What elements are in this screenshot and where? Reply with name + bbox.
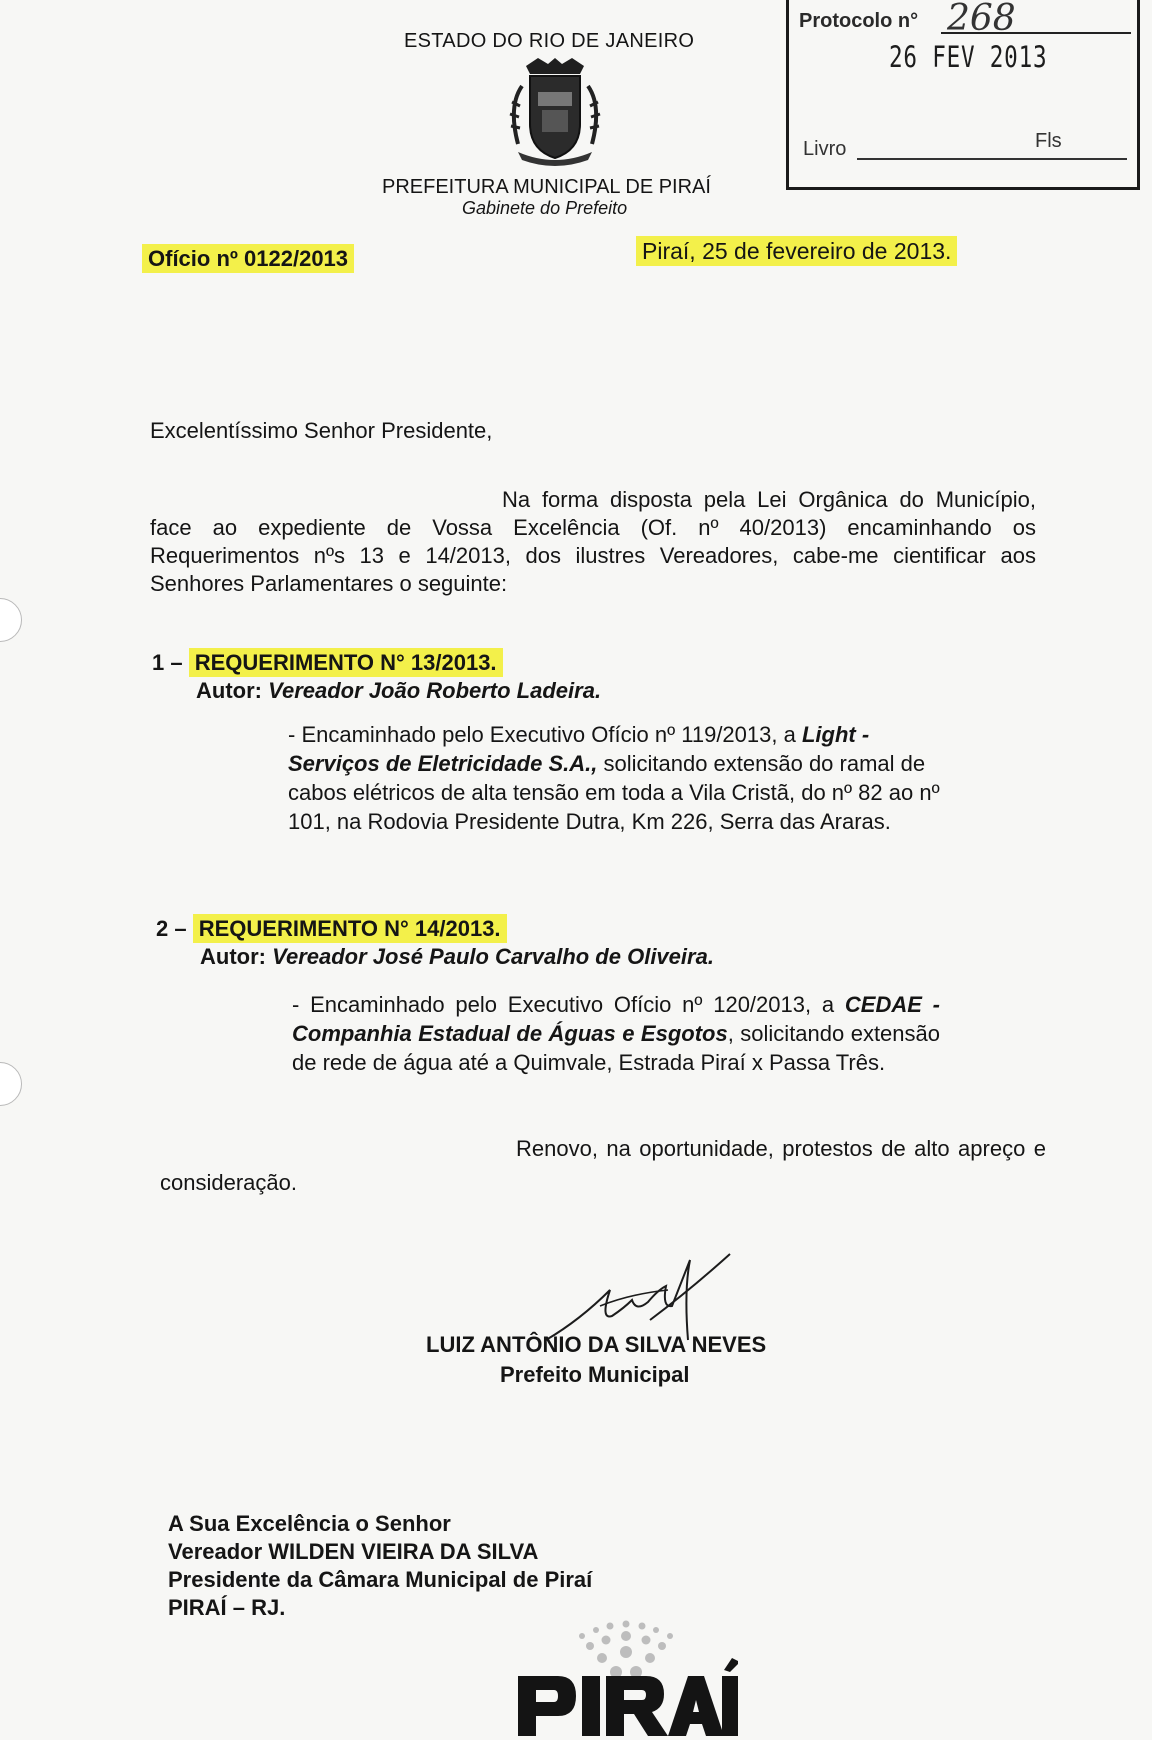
addressee-line: A Sua Excelência o Senhor bbox=[168, 1511, 451, 1536]
requerimento-1-title-text: REQUERIMENTO N° 13/2013. bbox=[189, 648, 503, 677]
signer-name: LUIZ ANTÔNIO DA SILVA NEVES bbox=[426, 1332, 767, 1357]
requerimento-2-entity: CEDAE - Companhia Estadual de Águas e Esgotos bbox=[292, 992, 941, 1046]
requerimento-1-body-post: solicitando extensão do ramal de cabos elétricos de alta tensão em toda a Vila Cristã, do nº 82 ao nº 101, na Rodovia Presidente Dutra, Km 226, Serra das Araras. bbox=[288, 751, 940, 834]
addressee-block bbox=[168, 1510, 592, 1622]
requerimento-2-number: 2 – bbox=[156, 916, 187, 941]
requerimento-2-title bbox=[156, 916, 507, 942]
header-prefeitura: PREFEITURA MUNICIPAL DE PIRAÍ bbox=[382, 176, 711, 198]
punch-hole-bottom bbox=[0, 1062, 22, 1106]
requerimento-2-body-pre: - Encaminhado pelo Executivo Ofício nº 120/2013, a bbox=[292, 992, 845, 1017]
requerimento-2-body bbox=[292, 990, 940, 1077]
punch-hole-top bbox=[0, 598, 22, 642]
requerimento-1-autor-name: Vereador João Roberto Ladeira. bbox=[268, 678, 602, 703]
requerimento-1-entity: Light - Serviços de Eletricidade S.A., bbox=[288, 722, 870, 776]
requerimento-1-autor-label: Autor: bbox=[196, 678, 262, 703]
stamp-fls-label: Fls bbox=[1035, 130, 1062, 152]
requerimento-2-autor bbox=[200, 944, 714, 970]
protocol-stamp bbox=[786, 0, 1140, 190]
stamp-date: 26 FEV 2013 bbox=[889, 40, 1048, 74]
stamp-protocolo-line bbox=[941, 32, 1131, 34]
addressee-line: PIRAÍ – RJ. bbox=[168, 1595, 286, 1620]
addressee-line: Presidente da Câmara Municipal de Piraí bbox=[168, 1567, 593, 1592]
requerimento-2-body-post: , solicitando extensão de rede de água até a Quimvale, Estrada Piraí x Passa Três. bbox=[292, 1021, 940, 1075]
place-date-text: Piraí, 25 de fevereiro de 2013. bbox=[636, 236, 957, 266]
header-gabinete: Gabinete do Prefeito bbox=[462, 198, 628, 218]
stamp-protocolo-label: Protocolo n° bbox=[799, 10, 919, 32]
stamp-livro-line bbox=[857, 158, 1127, 160]
intro-paragraph-text: Na forma disposta pela Lei Orgânica do Município, face ao expediente de Vossa Excelência (Of. nº 40/2013) encaminhando os Requerimentos nºs 13 e 14/2013, dos ilustres Vereadores, cabe-me cientificar aos Senhores Parlamentares o seguinte: bbox=[150, 487, 1036, 596]
salutation: Excelentíssimo Senhor Presidente, bbox=[150, 418, 493, 443]
closing-paragraph bbox=[160, 1132, 1046, 1200]
requerimento-1-body bbox=[288, 720, 948, 836]
addressee-line: Vereador WILDEN VIEIRA DA SILVA bbox=[168, 1539, 539, 1564]
intro-paragraph bbox=[150, 486, 1036, 598]
requerimento-2-autor-name: Vereador José Paulo Carvalho de Oliveira. bbox=[272, 944, 714, 969]
coat-of-arms-icon bbox=[496, 56, 614, 168]
requerimento-1-autor bbox=[196, 678, 601, 704]
stamp-livro-label: Livro bbox=[803, 138, 847, 160]
requerimento-1-number: 1 – bbox=[152, 650, 183, 675]
stamp-protocolo-number: 268 bbox=[947, 0, 1016, 39]
requerimento-2-title-text: REQUERIMENTO N° 14/2013. bbox=[193, 914, 507, 943]
oficio-number-text: Ofício nº 0122/2013 bbox=[142, 244, 354, 273]
header-state: ESTADO DO RIO DE JANEIRO bbox=[404, 30, 695, 52]
oficio-number bbox=[142, 246, 354, 272]
signer-role: Prefeito Municipal bbox=[500, 1362, 690, 1387]
requerimento-1-body-pre: - Encaminhado pelo Executivo Ofício nº 119/2013, a bbox=[288, 722, 802, 747]
requerimento-1-title bbox=[152, 650, 503, 676]
place-date bbox=[636, 238, 957, 265]
closing-text: Renovo, na oportunidade, protestos de alto apreço e consideração. bbox=[160, 1136, 1046, 1195]
pirai-logo-icon bbox=[518, 1618, 738, 1740]
requerimento-2-autor-label: Autor: bbox=[200, 944, 266, 969]
